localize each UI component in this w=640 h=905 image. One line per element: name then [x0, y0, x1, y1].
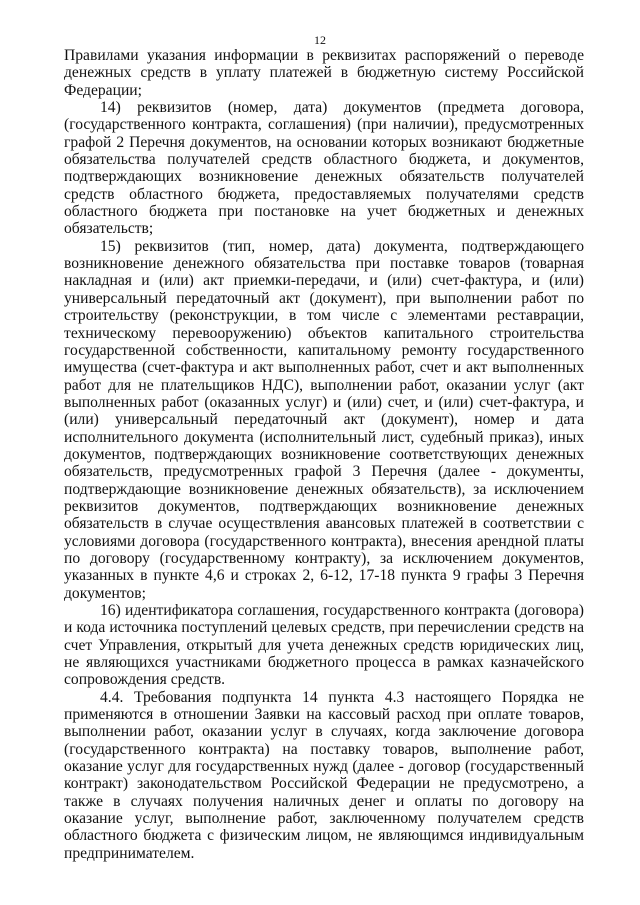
document-body	[64, 47, 584, 862]
paragraph-item-16: 16) идентификатора соглашения, государственного контракта (договора) и кода источника поступлений целевых средств, при перечислении средств на счет Управления, открытый для учета денежных средств юридических лиц, не являющихся участниками бюджетного процесса в рамках казначейского сопровождения средств.	[64, 602, 584, 689]
paragraph-item-14: 14) реквизитов (номер, дата) документов (предмета договора, (государственного контракта, соглашения) (при наличии), предусмотренных графой 2 Перечня документов, на основании которых возникают бюджетные обязательства получателей средств областного бюджета, и документов, подтверждающих возникновение денежных обязательств получателей средств областного бюджета, предоставляемых получателями средств областного бюджета при постановке на учет бюджетных и денежных обязательств;	[64, 99, 584, 238]
page-number: 12	[314, 33, 326, 47]
paragraph-item-15: 15) реквизитов (тип, номер, дата) документа, подтверждающего возникновение денежного обязательства при поставке товаров (товарная накладная и (или) акт приемки-передачи, и (или) счет-фактура, и (или) универсальный передаточный акт (документ), при выполнении работ по строительству (реконструкции, в том числе с элементами реставрации, техническому перевооружению) объектов капитального строительства государственной собственности, капитальному ремонту государственного имущества (счет-фактура и акт выполненных работ, счет и акт выполненных работ для не плательщиков НДС), выполнении работ, оказании услуг (акт выполненных работ (оказанных услуг) и (или) счет, и (или) счет-фактура, и (или) универсальный передаточный акт (документ), номер и дата исполнительного документа (исполнительный лист, судебный приказ), иных документов, подтверждающих возникновение соответствующих денежных обязательств, предусмотренных графой 3 Перечня (далее - документы, подтверждающие возникновение денежных обязательств), за исключением реквизитов документов, подтверждающих возникновение денежных обязательств в случае осуществления авансовых платежей в соответствии с условиями договора (государственного контракта), внесения арендной платы по договору (государственному контракту), за исключением документов, указанных в пункте 4,6 и строках 2, 6-12, 17-18 пункта 9 графы 3 Перечня документов;	[64, 237, 584, 602]
paragraph-section-4-4: 4.4. Требования подпункта 14 пункта 4.3 настоящего Порядка не применяются в отношении Заявки на кассовый расход при оплате товаров, выполнении работ, оказании услуг в случаях, когда заключение договора (государственного контракта) на поставку товаров, выполнение работ, оказание услуг для государственных нужд (далее - договор (государственный контракт) законодательством Российской Федерации не предусмотрено, а также в случаях получения наличных денег и оплаты по договору на оказание услуг, выполнение работ, заключенному получателем средств областного бюджета с физическим лицом, не являющимся индивидуальным предпринимателем.	[64, 688, 584, 862]
paragraph-continuation: Правилами указания информации в реквизитах распоряжений о переводе денежных средств в уплату платежей в бюджетную систему Российской Федерации;	[64, 47, 584, 99]
